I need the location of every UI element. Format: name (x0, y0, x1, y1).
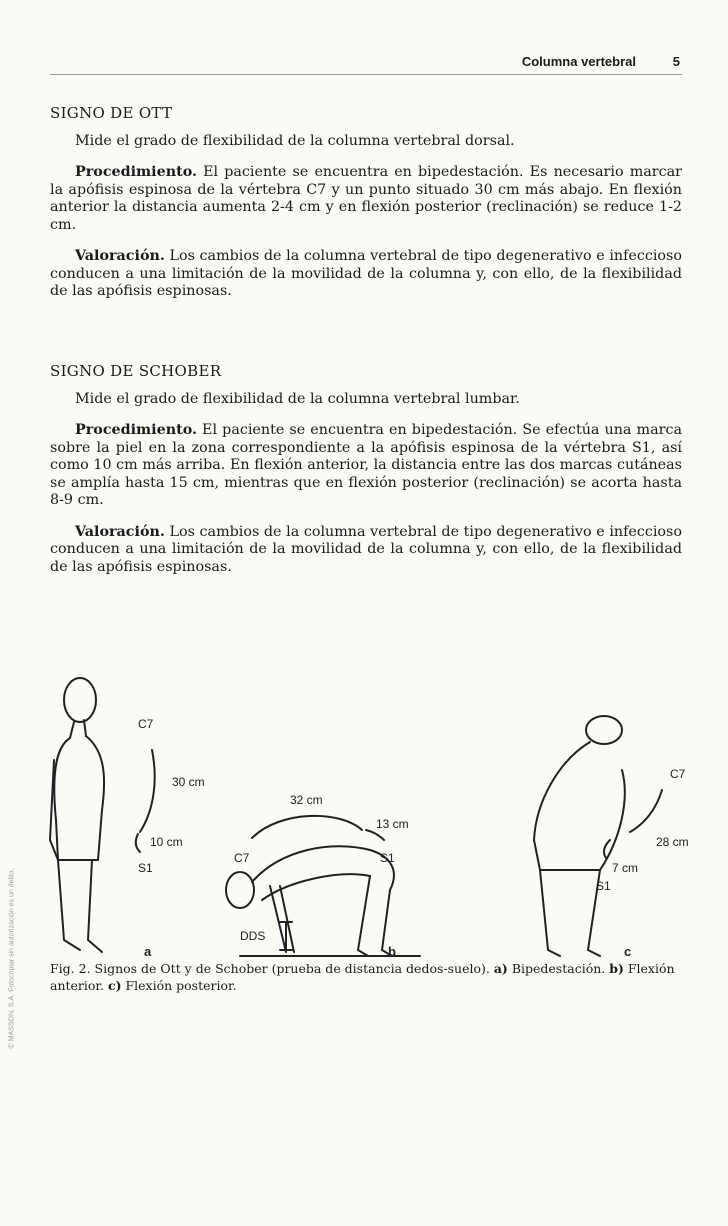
ott-evaluation-text: Los cambios de la columna vertebral de tipo degenerativo e infeccioso conducen a una limitación de la movilidad de la columna y, con ello, de la flexibilidad de las apófisis espinosas. (50, 248, 682, 299)
figure-illustration (40, 660, 700, 960)
figure-b-dds-label: DDS (240, 929, 266, 943)
figure-a-schober-bracket (136, 834, 140, 852)
figure-2 (40, 660, 700, 960)
ott-evaluation-label: Valoración. (75, 248, 165, 264)
figure-a-s1-label: S1 (138, 861, 153, 875)
caption-prefix: Fig. 2. Signos de Ott y de Schober (prueba de distancia dedos-suelo). (50, 961, 494, 976)
figure-c-s1-label: S1 (596, 879, 611, 893)
schober-heading: SIGNO DE SCHOBER (50, 362, 222, 380)
figure-b-c7-label: C7 (234, 851, 250, 865)
schober-procedure-text: El paciente se encuentra en bipedestación. Se efectúa una marca sobre la piel en la zona correspondiente a la apófisis espinosa de la vértebra S1, así como 10 cm más arriba. En flexión anterior, la distancia entre las dos marcas cutáneas se amplía hasta 15 cm, mientras que en flexión posterior (reclinación) se acorta hasta 8-9 cm. (50, 422, 682, 508)
ott-heading: SIGNO DE OTT (50, 104, 173, 122)
schober-evaluation-label: Valoración. (75, 523, 165, 540)
figure-b-letter: b (388, 944, 396, 959)
ott-procedure-label: Procedimiento. (75, 164, 197, 180)
header-title: Columna vertebral (521, 54, 636, 69)
figure-c-c7-label: C7 (670, 767, 686, 781)
figure-a-10cm-label: 10 cm (150, 835, 183, 849)
schober-intro: Mide el grado de flexibilidad de la columna vertebral lumbar. (75, 391, 520, 407)
schober-procedure (50, 422, 682, 510)
figure-caption (50, 960, 682, 994)
figure-c-7cm-label: 7 cm (612, 861, 639, 875)
copyright-text: © MASSON, S.A. Fotocopiar sin autorización es un delito. (8, 868, 16, 1049)
schober-procedure-label: Procedimiento. (75, 422, 197, 438)
running-header (50, 52, 682, 75)
ott-procedure-text: El paciente se encuentra en bipedestación. Es necesario marcar la apófisis espinosa de la vértebra C7 y un punto situado 30 cm más abajo. En flexión anterior la distancia aumenta 2-4 cm y en flexión posterior (reclinación) se reduce 1-2 cm. (50, 164, 682, 233)
figure-c-28cm-label: 28 cm (656, 835, 689, 849)
ott-section (50, 104, 682, 301)
caption-b-label: b) (609, 961, 624, 976)
figure-c-person (534, 716, 625, 956)
ott-procedure (50, 164, 682, 234)
figure-c-letter: c (624, 944, 632, 959)
figure-a-person (50, 678, 104, 952)
ott-intro: Mide el grado de flexibilidad de la columna vertebral dorsal. (75, 133, 515, 149)
schober-section (50, 362, 682, 576)
figure-b-schober-bracket (366, 830, 384, 840)
caption-c-label: c) (107, 978, 122, 993)
figure-a-30cm-label: 30 cm (172, 775, 205, 789)
figure-b-13cm-label: 13 cm (376, 817, 409, 831)
page-number: 5 (672, 54, 680, 69)
figure-b-32cm-label: 32 cm (290, 793, 323, 807)
figure-b-s1-label: S1 (380, 851, 395, 865)
figure-b-ott-bracket (252, 816, 362, 838)
caption-a-text: Bipedestación. (507, 961, 610, 976)
ott-evaluation (50, 248, 682, 301)
caption-c-text: Flexión posterior. (121, 978, 237, 993)
schober-evaluation (50, 524, 682, 577)
figure-a-ott-bracket (140, 750, 155, 832)
figure-c-ott-bracket (630, 790, 662, 832)
schober-evaluation-text: Los cambios de la columna vertebral de tipo degenerativo e infeccioso conducen a una limitación de la movilidad de la columna y, con ello, de la flexibilidad de las apófisis espinosas. (50, 523, 682, 575)
copyright-sidebar (6, 800, 18, 1120)
caption-a-label: a) (493, 961, 508, 976)
figure-a-letter: a (144, 944, 152, 959)
caption-b-text: Flexión anterior. (50, 961, 675, 993)
figure-a-c7-label: C7 (138, 717, 154, 731)
